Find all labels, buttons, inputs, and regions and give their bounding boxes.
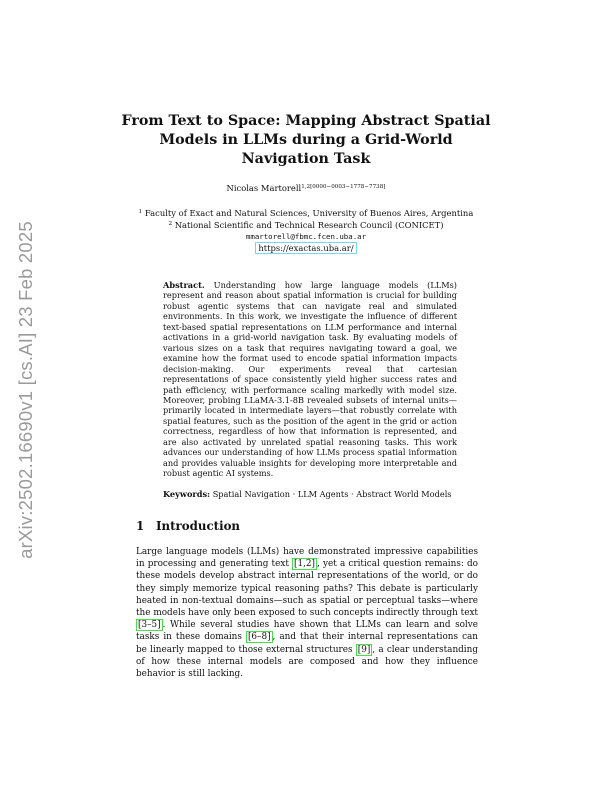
abstract-text: Understanding how large language models (LLMs) represent and reason about spatial information is crucial for building robust agentic systems that can navigate real and simulated environments. In this work, we investigate the influence of different text-based spatial representations on LLM performance and internal activations in a grid-world navigation task. By evaluating models of various sizes on a task that requires navigating toward a goal, we examine how the format used to encode spatial information impacts decision-making. Our experiments reveal that cartesian representations of space consistently yield higher success rates and path efficiency, with performance scaling markedly with model size. Moreover, probing LLaMA-3.1-8B revealed subsets of internal units—primarily located in intermediate layers—that robustly correlate with spatial features, such as the position of the agent in the grid or action correctness, regardless of how that information is represented, and are also activated by unrelated spatial reasoning tasks. This work advances our understanding of how LLMs process spatial information and provides valuable insights for developing more interpretable and robust agentic AI systems. — [163, 280, 457, 479]
abstract-label: Abstract. — [163, 280, 205, 290]
abstract — [163, 280, 457, 479]
intro-text: . While several studies have shown that LLMs can learn and solve tasks in these domains — [136, 620, 478, 643]
section-number: 1 — [136, 519, 145, 533]
author-affil-marks: 1,2 — [301, 184, 311, 190]
citation-link[interactable]: [3–5] — [138, 620, 161, 631]
keywords-text: Spatial Navigation · LLM Agents · Abstract World Models — [212, 489, 452, 499]
affiliation-mark: 2 — [168, 221, 173, 227]
citation-link[interactable]: [6–8] — [247, 632, 271, 643]
paper-title: From Text to Space: Mapping Abstract Spatial Models in LLMs during a Grid-World Navigation Task — [121, 113, 491, 167]
author-email: mmartorell@fbmc.fcen.uba.ar — [245, 232, 367, 241]
affiliation-text: Faculty of Exact and Natural Sciences, University of Buenos Aires, Argentina — [144, 208, 474, 218]
arxiv-identifier: arXiv:2502.16690v1 [cs.AI] 23 Feb 2025 — [15, 221, 36, 559]
intro-text: , and that their internal representations can be linearly mapped to those external structures — [136, 632, 478, 655]
author-name: Nicolas Martorell — [226, 183, 302, 193]
author-line — [140, 183, 472, 193]
keywords-label: Keywords: — [163, 489, 211, 499]
intro-text: , a clear understanding of how these internal models are composed and how they influence behavior is still lacking. — [136, 644, 478, 680]
intro-text: Large language models (LLMs) have demonstrated impressive capabilities in processing and generating text — [136, 547, 478, 570]
citation-link[interactable]: [1,2] — [294, 559, 316, 570]
section-title: Introduction — [156, 519, 241, 533]
keywords — [163, 489, 463, 499]
affiliation-1 — [120, 207, 492, 219]
affiliations — [120, 207, 492, 254]
author-orcid: [0000−0003−1778−7738] — [310, 184, 386, 190]
citation-link[interactable]: [9] — [357, 644, 371, 655]
institution-url-link[interactable]: https://exactas.uba.ar/ — [255, 242, 356, 254]
intro-text: , yet a critical question remains: do these models develop abstract internal representations of the world, or do they simply memorize typical reasoning paths? This debate is particularly heated in non-textual domains—such as spatial or perceptual tasks—where the models have only been exposed to such concepts indirectly through text — [136, 559, 479, 619]
affiliation-text: National Scientific and Technical Research Council (CONICET) — [174, 220, 444, 230]
affiliation-mark: 1 — [138, 209, 143, 215]
intro-paragraph — [136, 546, 478, 680]
section-heading — [136, 519, 240, 533]
affiliation-2 — [120, 219, 492, 231]
arxiv-sidebar — [6, 215, 46, 565]
